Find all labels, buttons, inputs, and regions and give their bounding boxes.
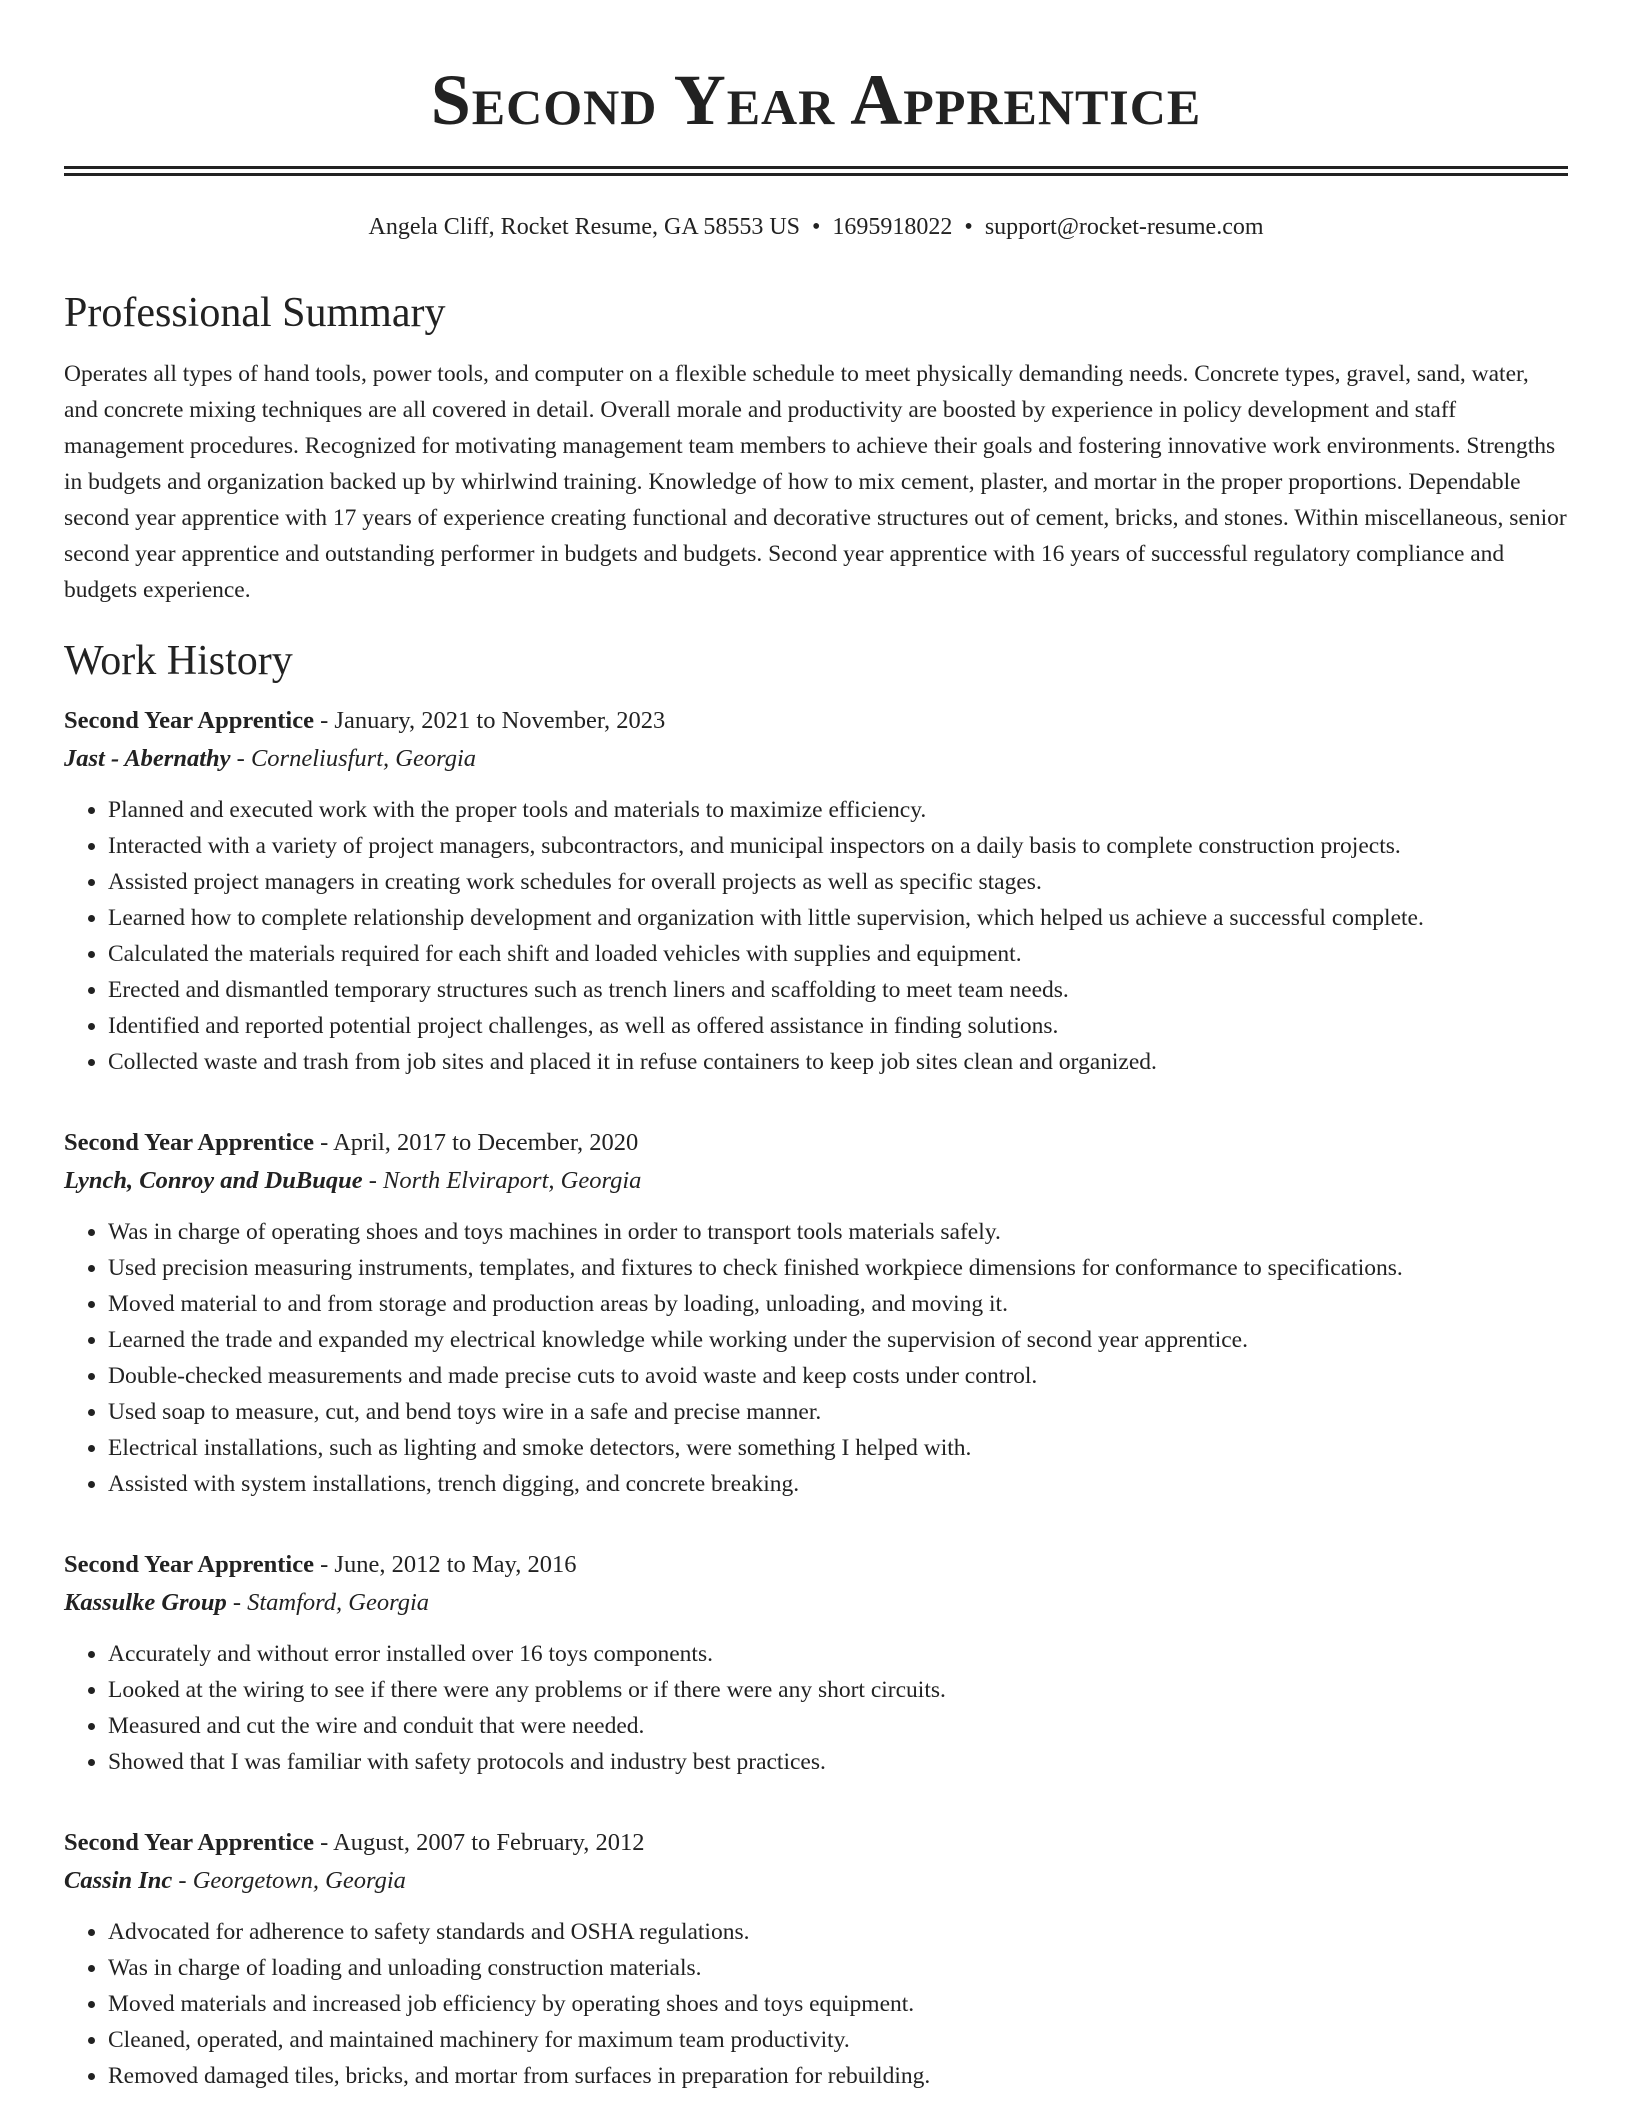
resume-title: Second Year Apprentice	[430, 60, 1202, 140]
contact-separator: •	[964, 214, 973, 240]
job-dash: -	[226, 1589, 248, 1616]
work-history-list	[64, 702, 1568, 2094]
job-bullet-list	[64, 1214, 1568, 1502]
job-bullet: • Learned the trade and expanded my electrical knowledge while working under the supervision of second year apprentice.	[108, 1322, 1568, 1358]
job-company: Cassin Inc	[64, 1867, 173, 1894]
job-bullet: • Measured and cut the wire and conduit that were needed.	[108, 1708, 1568, 1744]
job-dates: January, 2021 to November, 2023	[334, 707, 666, 734]
job-bullet: • Moved materials and increased job efficiency by operating shoes and toys equipment.	[108, 1986, 1568, 2022]
job-title: Second Year Apprentice	[64, 1551, 314, 1578]
job-entry	[64, 1824, 1568, 2094]
summary-heading: Professional Summary	[64, 290, 446, 336]
job-bullet: • Accurately and without error installed over 16 toys components.	[108, 1636, 1568, 1672]
job-company-line	[64, 740, 1568, 778]
job-bullet: • Identified and reported potential project challenges, as well as offered assistance in finding solutions.	[108, 1008, 1568, 1044]
job-bullet: • Learned how to complete relationship development and organization with little supervision, which helped us achieve a successful complete.	[108, 900, 1568, 936]
job-title-line	[64, 1124, 1568, 1162]
summary-text: Operates all types of hand tools, power tools, and computer on a flexible schedule to meet physically demanding needs. Concrete types, gravel, sand, water, and concrete mixing techniques are all covered in detail. Overall morale and productivity are boosted by experience in policy development and staff management procedures. Recognized for motivating management team members to achieve their goals and fostering innovative work environments. Strengths in budgets and organization backed up by whirlwind training. Knowledge of how to mix cement, plaster, and mortar in the proper proportions. Dependable second year apprentice with 17 years of experience creating functional and decorative structures out of cement, bricks, and stones. Within miscellaneous, senior second year apprentice and outstanding performer in budgets and budgets. Second year apprentice with 16 years of successful regulatory compliance and budgets experience.	[64, 361, 1567, 603]
job-dash: -	[314, 1129, 334, 1156]
job-title-line	[64, 702, 1568, 740]
job-bullet: • Advocated for adherence to safety standards and OSHA regulations.	[108, 1914, 1568, 1950]
job-bullet: • Used precision measuring instruments, templates, and fixtures to check finished workpiece dimensions for conformance to specifications.	[108, 1250, 1568, 1286]
job-bullet: • Moved material to and from storage and production areas by loading, unloading, and moving it.	[108, 1286, 1568, 1322]
job-dash: -	[314, 707, 335, 734]
job-entry	[64, 702, 1568, 1080]
job-dash: -	[314, 1551, 335, 1578]
job-bullet-list	[64, 792, 1568, 1080]
job-bullet: • Was in charge of loading and unloading construction materials.	[108, 1950, 1568, 1986]
job-company-line	[64, 1584, 1568, 1622]
job-dates: June, 2012 to May, 2016	[334, 1551, 577, 1578]
job-bullet: • Showed that I was familiar with safety protocols and industry best practices.	[108, 1744, 1568, 1780]
job-company: Kassulke Group	[64, 1589, 227, 1616]
job-company: Lynch, Conroy and DuBuque	[64, 1167, 363, 1194]
job-location: Georgetown, Georgia	[192, 1867, 406, 1894]
job-bullet: • Double-checked measurements and made precise cuts to avoid waste and keep costs under control.	[108, 1358, 1568, 1394]
job-dash: -	[172, 1867, 193, 1894]
job-bullet: • Looked at the wiring to see if there were any problems or if there were any short circuits.	[108, 1672, 1568, 1708]
job-company: Jast - Abernathy	[64, 745, 231, 772]
contact-address: Angela Cliff, Rocket Resume, GA 58553 US	[368, 214, 801, 240]
contact-email[interactable]: support@rocket-resume.com	[984, 214, 1264, 240]
job-title: Second Year Apprentice	[64, 707, 314, 734]
job-location: Stamford, Georgia	[247, 1589, 430, 1616]
job-entry	[64, 1124, 1568, 1502]
job-bullet: • Removed damaged tiles, bricks, and mortar from surfaces in preparation for rebuilding.	[108, 2058, 1568, 2094]
job-title-line	[64, 1546, 1568, 1584]
work-history-heading: Work History	[64, 638, 293, 684]
job-bullet-list	[64, 1914, 1568, 2094]
job-bullet: • Collected waste and trash from job sites and placed it in refuse containers to keep job sites clean and organized.	[108, 1044, 1568, 1080]
job-bullet: • Assisted project managers in creating work schedules for overall projects as well as specific stages.	[108, 864, 1568, 900]
job-company-line	[64, 1162, 1568, 1200]
job-location: Corneliusfurt, Georgia	[250, 745, 476, 772]
job-company-line	[64, 1862, 1568, 1900]
contact-line	[64, 212, 1568, 242]
job-bullet-list	[64, 1636, 1568, 1780]
job-dash: -	[362, 1167, 384, 1194]
job-dash: -	[230, 745, 251, 772]
job-bullet: • Cleaned, operated, and maintained machinery for maximum team productivity.	[108, 2022, 1568, 2058]
job-location: North Elviraport, Georgia	[383, 1167, 642, 1194]
job-bullet: • Planned and executed work with the proper tools and materials to maximize efficiency.	[108, 792, 1568, 828]
title-double-rule	[64, 166, 1568, 176]
job-dates: April, 2017 to December, 2020	[333, 1129, 639, 1156]
resume-page	[64, 0, 1568, 2094]
job-dates: August, 2007 to February, 2012	[333, 1829, 645, 1856]
job-bullet: • Calculated the materials required for each shift and loaded vehicles with supplies and equipment.	[108, 936, 1568, 972]
contact-phone[interactable]: 1695918022	[832, 214, 953, 240]
job-bullet: • Used soap to measure, cut, and bend toys wire in a safe and precise manner.	[108, 1394, 1568, 1430]
job-entry	[64, 1546, 1568, 1780]
job-dash: -	[314, 1829, 334, 1856]
job-bullet: • Interacted with a variety of project managers, subcontractors, and municipal inspectors on a daily basis to complete construction projects.	[108, 828, 1568, 864]
job-bullet: • Electrical installations, such as lighting and smoke detectors, were something I helped with.	[108, 1430, 1568, 1466]
job-title-line	[64, 1824, 1568, 1862]
job-bullet: • Was in charge of operating shoes and toys machines in order to transport tools materials safely.	[108, 1214, 1568, 1250]
job-title: Second Year Apprentice	[64, 1829, 314, 1856]
contact-separator: •	[812, 214, 821, 240]
job-bullet: • Erected and dismantled temporary structures such as trench liners and scaffolding to meet team needs.	[108, 972, 1568, 1008]
job-bullet: • Assisted with system installations, trench digging, and concrete breaking.	[108, 1466, 1568, 1502]
job-title: Second Year Apprentice	[64, 1129, 314, 1156]
